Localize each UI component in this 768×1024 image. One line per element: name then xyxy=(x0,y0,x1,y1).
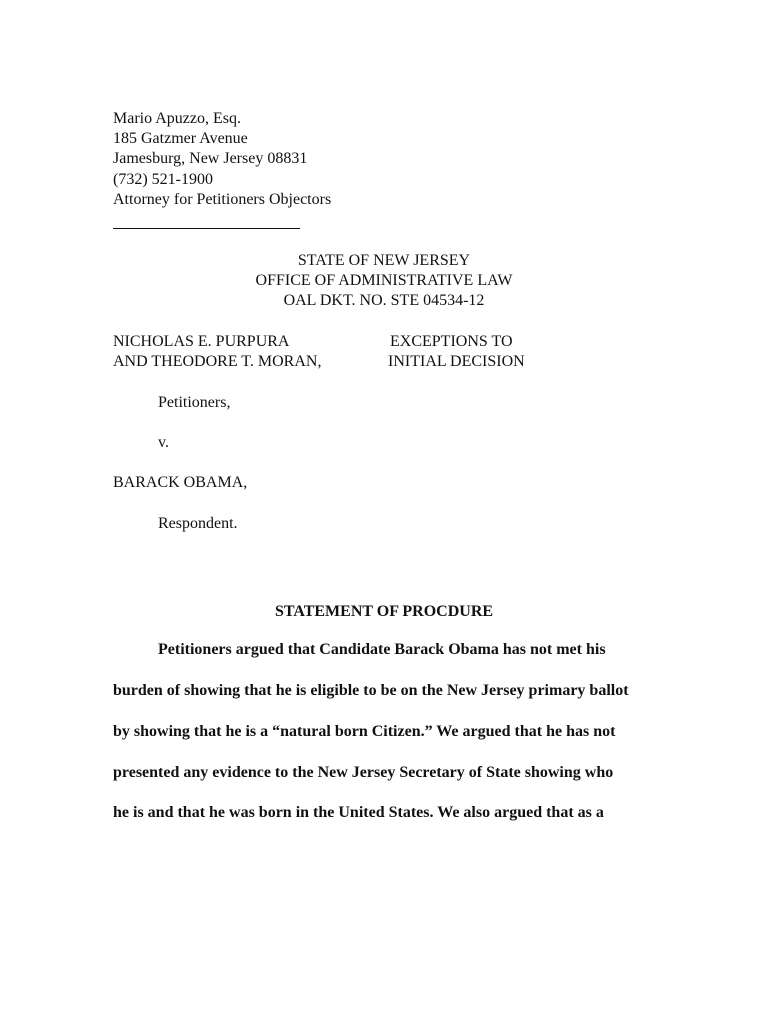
attorney-role: Attorney for Petitioners Objectors xyxy=(113,191,332,208)
section-heading: STATEMENT OF PROCDURE xyxy=(274,603,494,620)
attorney-phone: (732) 521-1900 xyxy=(113,171,213,188)
document-type-line-2: INITIAL DECISION xyxy=(388,353,525,370)
petitioner-name-2: AND THEODORE T. MORAN, xyxy=(113,353,322,370)
docket-number: OAL DKT. NO. STE 04534-12 xyxy=(283,292,485,309)
petitioners-label: Petitioners, xyxy=(158,394,231,411)
court-state: STATE OF NEW JERSEY xyxy=(297,252,471,269)
body-line: by showing that he is a “natural born Citizen.” We argued that he has not xyxy=(113,723,616,740)
attorney-street: 185 Gatzmer Avenue xyxy=(113,130,248,147)
body-line: presented any evidence to the New Jersey Secretary of State showing who xyxy=(113,764,614,781)
court-office: OFFICE OF ADMINISTRATIVE LAW xyxy=(255,272,513,289)
body-line: he is and that he was born in the United States. We also argued that as a xyxy=(113,804,604,821)
document-type-line-1: EXCEPTIONS TO xyxy=(390,333,513,350)
versus-label: v. xyxy=(158,434,169,451)
body-line: Petitioners argued that Candidate Barack Obama has not met his xyxy=(158,641,606,658)
respondent-label: Respondent. xyxy=(158,515,238,532)
petitioner-name-1: NICHOLAS E. PURPURA xyxy=(113,333,290,350)
attorney-name: Mario Apuzzo, Esq. xyxy=(113,110,241,127)
attorney-city: Jamesburg, New Jersey 08831 xyxy=(113,150,308,167)
respondent-name: BARACK OBAMA, xyxy=(113,474,248,491)
body-line: burden of showing that he is eligible to be on the New Jersey primary ballot xyxy=(113,682,629,699)
header-divider xyxy=(113,228,300,229)
